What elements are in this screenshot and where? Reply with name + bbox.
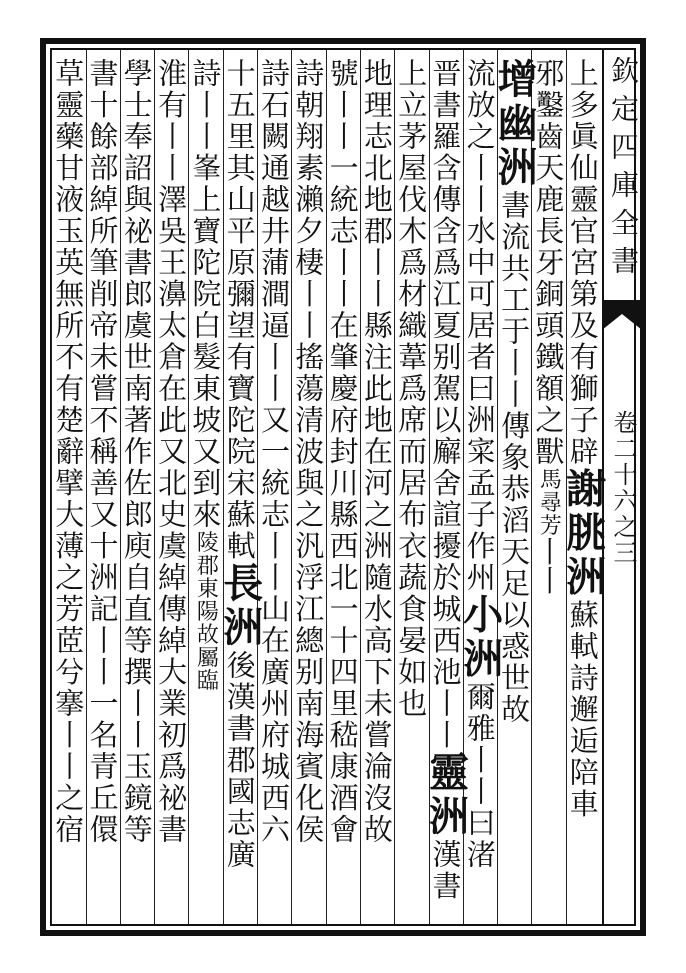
entry-heading: 增幽洲	[491, 58, 539, 190]
body-text: 上多眞仙靈官宮第及有獅子辟	[565, 58, 600, 468]
entry-heading: 謝朓洲	[559, 467, 607, 600]
body-text: 上立茅屋伐木爲材織葦爲席而居布衣蔬食晏如也	[394, 58, 429, 720]
text-column-5	[422, 58, 470, 902]
body-text: 草靈藥甘液玉英無所不有楚辭擘大薄之芳茝兮搴丨丨之宿	[51, 58, 86, 846]
body-text: 丨丨	[531, 536, 566, 595]
body-text: 學士奉詔與祕書郎虞世南著作佐郎庾自直等撰丨丨玉鏡等	[119, 58, 154, 846]
text-column-4	[456, 58, 504, 871]
fish-tail-mark	[602, 300, 642, 340]
annotation-text: 陵郡東陽故屬臨	[193, 530, 219, 692]
banxin-title: 欽定四庫全書	[607, 56, 640, 284]
text-column-10	[254, 58, 294, 846]
text-column-7	[357, 58, 397, 846]
entry-heading: 小洲	[456, 593, 504, 682]
text-column-9	[288, 58, 328, 846]
text-column-12	[185, 58, 225, 692]
body-text: 詩石闕通越井蒲澗逼丨丨又一統志丨丨山在廣州府城西六	[257, 58, 291, 846]
entry-heading: 靈洲	[422, 751, 470, 839]
body-text: 詩朝翔素瀨夕棲丨丨搖蕩清波與之汎浮江總别南海賓化侯	[291, 58, 326, 846]
text-column-11	[216, 58, 264, 871]
text-column-15	[83, 58, 123, 846]
body-text: 漢書	[428, 839, 463, 902]
text-column-14	[117, 58, 157, 846]
banxin-volume: 卷二十六之三	[609, 410, 637, 566]
text-column-13	[151, 58, 191, 846]
body-text: 地理志北地郡丨丨縣注此地在河之洲隨水高下未嘗淪沒故	[359, 58, 394, 846]
body-text: 淮有丨丨澤吳王濞太倉在此又北史虞綽傳綽大業初爲祕書	[154, 58, 189, 846]
body-text: 邪鑿齒天鹿長牙銅頭鐵額之獸	[531, 58, 566, 468]
text-column-16	[48, 58, 88, 846]
text-column-8	[323, 58, 363, 846]
annotation-text: 馬尋芳	[536, 467, 562, 537]
body-text: 書流共工于丨丨傳象恭滔天足以惑世故	[497, 190, 532, 726]
entry-heading: 長洲	[216, 562, 264, 650]
body-text: 晋書羅含傳含爲江夏别駕以廨舍諠擾於城西池丨丨	[428, 58, 463, 751]
body-text: 書十餘部綽所筆削帝未嘗不稱善又十洲記丨丨一名青丘儇	[85, 58, 120, 846]
body-text: 十五里其山平原彌望有寶陀院宋蘇軾	[222, 58, 257, 562]
body-text: 後漢書郡國志廣	[222, 650, 257, 871]
body-text: 流放之丨丨水中可居者曰洲寀孟子作州	[462, 58, 497, 594]
text-column-6	[391, 58, 431, 720]
text-column-1	[559, 58, 607, 820]
body-text: 爾雅丨丨曰渚	[462, 681, 497, 871]
body-text: 號丨丨一統志丨丨在肇慶府封川縣西北一十四里嵇康酒會	[325, 58, 360, 846]
body-text: 詩丨丨峯上寶陀院白髮東坡又到來	[188, 58, 223, 531]
body-text: 蘇軾詩邂逅陪車	[565, 599, 600, 820]
